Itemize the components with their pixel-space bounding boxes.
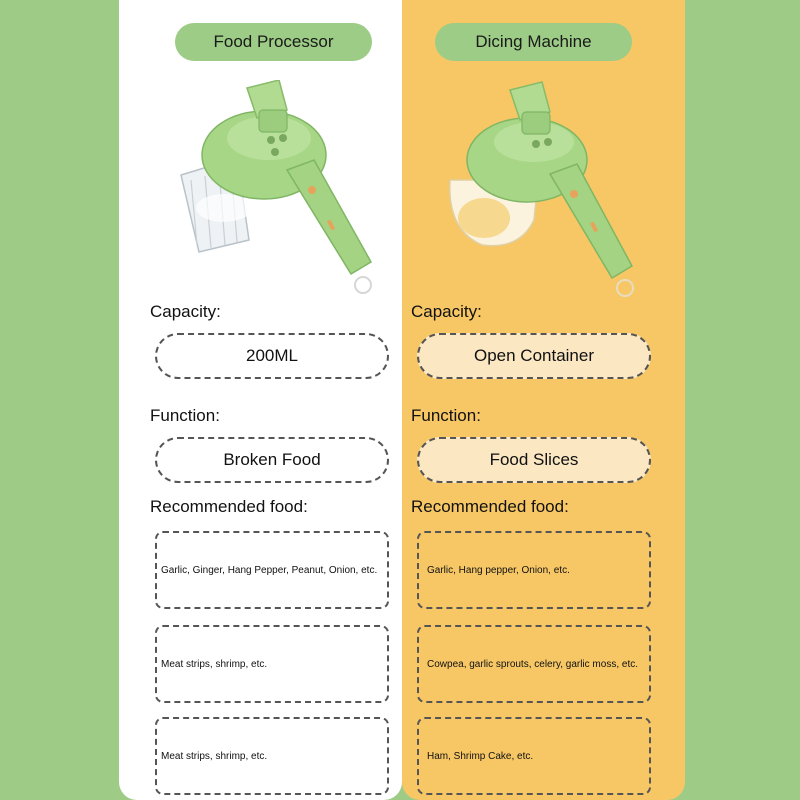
recommended-food-item: Cowpea, garlic sprouts, celery, garlic moss, etc.	[417, 625, 651, 703]
food-processor-image	[179, 80, 389, 300]
recommended-food-label: Recommended food:	[150, 497, 308, 516]
recommended-food-item: Ham, Shrimp Cake, etc.	[417, 717, 651, 795]
food-processor-panel	[119, 0, 402, 800]
recommended-food-label: Recommended food:	[411, 497, 569, 516]
function-label: Function:	[150, 406, 220, 425]
recommended-food-item: Garlic, Ginger, Hang Pepper, Peanut, Onion, etc.	[155, 531, 389, 609]
dicing-machine-panel	[402, 0, 685, 800]
capacity-value: Open Container	[417, 333, 651, 379]
recommended-food-item: Meat strips, shrimp, etc.	[155, 717, 389, 795]
dicing-machine-title: Dicing Machine	[435, 23, 632, 61]
capacity-label: Capacity:	[150, 302, 221, 321]
function-value: Food Slices	[417, 437, 651, 483]
capacity-label: Capacity:	[411, 302, 482, 321]
function-label: Function:	[411, 406, 481, 425]
dicing-machine-image	[442, 80, 652, 300]
recommended-food-item: Meat strips, shrimp, etc.	[155, 625, 389, 703]
capacity-value: 200ML	[155, 333, 389, 379]
food-processor-title: Food Processor	[175, 23, 372, 61]
recommended-food-item: Garlic, Hang pepper, Onion, etc.	[417, 531, 651, 609]
function-value: Broken Food	[155, 437, 389, 483]
